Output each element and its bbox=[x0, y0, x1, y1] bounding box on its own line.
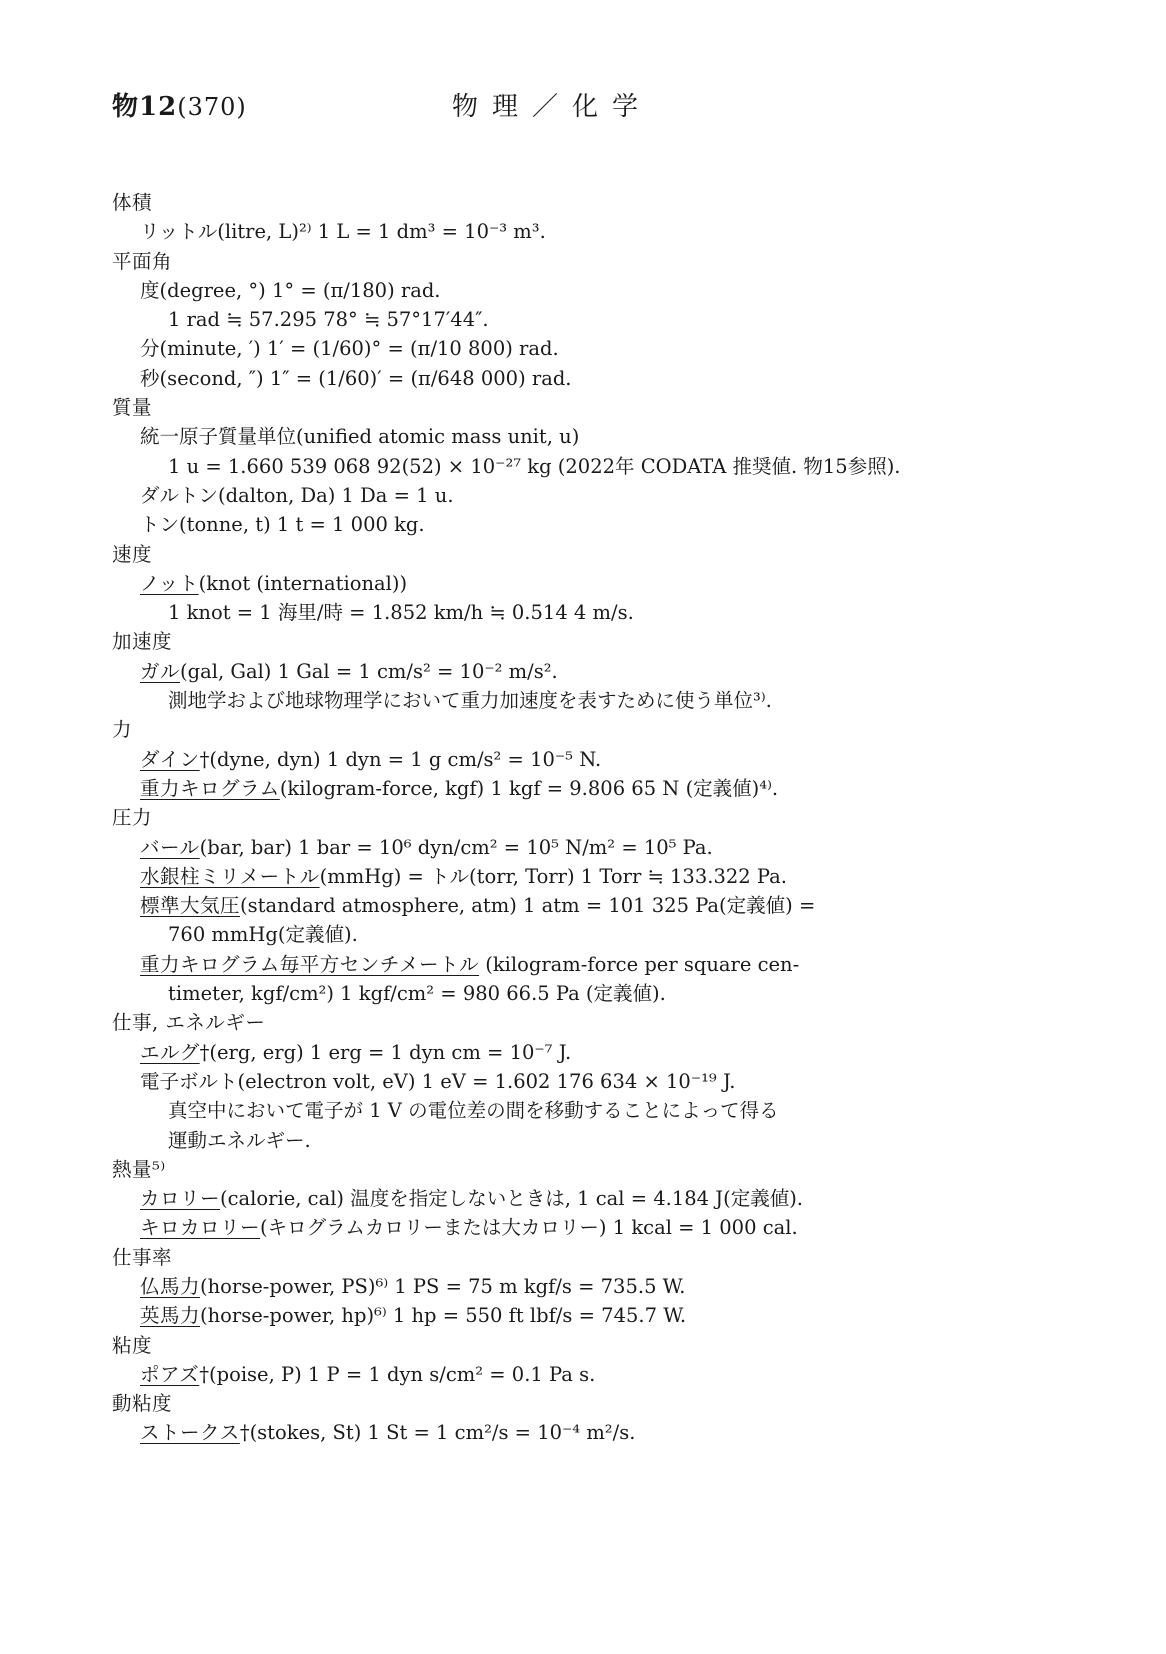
definition-text: 度(degree, °) 1° = (π/180) rad. bbox=[140, 278, 441, 302]
definition-line bbox=[112, 510, 1052, 539]
section-heading bbox=[112, 1008, 1052, 1037]
definition-line bbox=[112, 364, 1052, 393]
definition-text: トン(tonne, t) 1 t = 1 000 kg. bbox=[140, 513, 425, 537]
unit-name: 英馬力 bbox=[140, 1304, 201, 1328]
definition-text: (standard atmosphere, atm) 1 atm = 101 325 Pa(定義値) = bbox=[240, 894, 816, 918]
definition-line bbox=[112, 1360, 1052, 1389]
section-heading-text: 熱量⁵⁾ bbox=[112, 1157, 166, 1181]
definition-text: (キログラムカロリーまたは大カロリー) 1 kcal = 1 000 cal. bbox=[260, 1216, 798, 1240]
section-heading bbox=[112, 715, 1052, 744]
section-heading bbox=[112, 1155, 1052, 1184]
unit-name: 仏馬力 bbox=[140, 1274, 201, 1298]
page-header bbox=[112, 86, 1072, 126]
definition-text: 運動エネルギー. bbox=[168, 1128, 311, 1152]
definition-text: (bar, bar) 1 bar = 10⁶ dyn/cm² = 10⁵ N/m² = 10⁵ Pa. bbox=[199, 835, 713, 859]
definition-line bbox=[112, 1067, 1052, 1096]
unit-name: ダイン bbox=[140, 747, 200, 771]
definition-line bbox=[112, 598, 1052, 627]
unit-name: 標準大気圧 bbox=[140, 894, 241, 918]
page-subject: 物理／化学 bbox=[452, 92, 653, 122]
unit-name: 重力キログラム bbox=[140, 776, 280, 800]
definition-line bbox=[112, 1184, 1052, 1213]
definition-text: 1 knot = 1 海里/時 = 1.852 km/h ≒ 0.514 4 m/s. bbox=[168, 601, 634, 625]
definition-line bbox=[112, 657, 1052, 686]
definition-text: 電子ボルト(electron volt, eV) 1 eV = 1.602 176 634 × 10⁻¹⁹ J. bbox=[140, 1069, 736, 1093]
unit-definitions bbox=[112, 188, 1052, 1448]
definition-text: †(poise, P) 1 P = 1 dyn s/cm² = 0.1 Pa s. bbox=[199, 1362, 596, 1386]
definition-line bbox=[112, 1213, 1052, 1242]
definition-text: (knot (international)) bbox=[198, 571, 408, 595]
definition-text: (horse-power, PS)⁶⁾ 1 PS = 75 m kgf/s = 735.5 W. bbox=[200, 1274, 686, 1298]
definition-line bbox=[112, 745, 1052, 774]
definition-text: リットル(litre, L)²⁾ 1 L = 1 dm³ = 10⁻³ m³. bbox=[140, 220, 546, 244]
section-heading bbox=[112, 803, 1052, 832]
definition-text: (gal, Gal) 1 Gal = 1 cm/s² = 10⁻² m/s². bbox=[180, 659, 558, 683]
definition-line bbox=[112, 1126, 1052, 1155]
unit-name: ストークス bbox=[140, 1421, 240, 1445]
definition-text: 1 u = 1.660 539 068 92(52) × 10⁻²⁷ kg (2022年 CODATA 推奨値. 物15参照). bbox=[168, 454, 901, 478]
definition-text: †(dyne, dyn) 1 dyn = 1 g cm/s² = 10⁻⁵ N. bbox=[199, 747, 602, 771]
definition-line bbox=[112, 774, 1052, 803]
section-heading bbox=[112, 627, 1052, 656]
definition-text: (horse-power, hp)⁶⁾ 1 hp = 550 ft lbf/s = 745.7 W. bbox=[200, 1304, 687, 1328]
definition-text: 測地学および地球物理学において重力加速度を表すために使う単位³⁾. bbox=[168, 689, 772, 713]
unit-name: 水銀柱ミリメートル bbox=[140, 864, 320, 888]
unit-name: ノット bbox=[140, 571, 199, 595]
section-heading-text: 加速度 bbox=[112, 630, 173, 654]
section-heading-text: 質量 bbox=[112, 396, 153, 420]
definition-text: 分(minute, ′) 1′ = (1/60)° = (π/10 800) rad. bbox=[140, 337, 559, 361]
section-heading-text: 体積 bbox=[112, 191, 153, 214]
definition-line bbox=[112, 422, 1052, 451]
section-heading-text: 仕事, エネルギー bbox=[112, 1011, 266, 1035]
section-heading-text: 圧力 bbox=[112, 806, 153, 830]
section-heading-text: 力 bbox=[112, 718, 133, 742]
definition-text: (mmHg) = トル(torr, Torr) 1 Torr ≒ 133.322 Pa. bbox=[319, 864, 787, 888]
unit-name: 重力キログラム毎平方センチメートル bbox=[140, 952, 480, 976]
section-heading bbox=[112, 393, 1052, 422]
definition-line bbox=[112, 217, 1052, 246]
definition-line bbox=[112, 1272, 1052, 1301]
section-heading-text: 仕事率 bbox=[112, 1245, 173, 1269]
definition-text: ダルトン(dalton, Da) 1 Da = 1 u. bbox=[140, 483, 454, 507]
definition-text: 真空中において電子が 1 V の電位差の間を移動することによって得る bbox=[168, 1099, 779, 1123]
definition-line bbox=[112, 452, 1052, 481]
definition-line bbox=[112, 1418, 1052, 1447]
page-number-paren: (370) bbox=[177, 93, 247, 121]
definition-text: (calorie, cal) 温度を指定しないときは, 1 cal = 4.184 J(定義値). bbox=[220, 1187, 804, 1211]
definition-line bbox=[112, 950, 1052, 979]
definition-line bbox=[112, 276, 1052, 305]
section-heading bbox=[112, 1243, 1052, 1272]
page-number bbox=[112, 86, 247, 123]
section-heading bbox=[112, 1331, 1052, 1360]
definition-line bbox=[112, 979, 1052, 1008]
definition-text: †(stokes, St) 1 St = 1 cm²/s = 10⁻⁴ m²/s. bbox=[239, 1421, 636, 1445]
section-heading bbox=[112, 1389, 1052, 1418]
unit-name: ガル bbox=[140, 659, 181, 683]
section-heading bbox=[112, 247, 1052, 276]
unit-name: カロリー bbox=[140, 1187, 221, 1211]
definition-line bbox=[112, 862, 1052, 891]
definition-text: (kilogram-force, kgf) 1 kgf = 9.806 65 N (定義値)⁴⁾. bbox=[279, 776, 779, 800]
section-heading bbox=[112, 188, 1052, 217]
definition-text: 統一原子質量単位(unified atomic mass unit, u) bbox=[140, 425, 580, 449]
section-heading bbox=[112, 540, 1052, 569]
unit-name: バール bbox=[140, 835, 200, 859]
definition-line bbox=[112, 481, 1052, 510]
definition-text: 秒(second, ″) 1″ = (1/60)′ = (π/648 000) rad. bbox=[140, 366, 572, 390]
section-heading-text: 速度 bbox=[112, 542, 153, 566]
unit-name: ポアズ bbox=[140, 1362, 200, 1386]
definition-line bbox=[112, 833, 1052, 862]
unit-name: エルグ bbox=[140, 1040, 200, 1064]
section-heading-text: 動粘度 bbox=[112, 1392, 173, 1416]
definition-line bbox=[112, 1301, 1052, 1330]
definition-text: 760 mmHg(定義値). bbox=[168, 923, 358, 947]
definition-line bbox=[112, 1038, 1052, 1067]
unit-name: キロカロリー bbox=[140, 1216, 261, 1240]
definition-line bbox=[112, 334, 1052, 363]
definition-line bbox=[112, 920, 1052, 949]
definition-line bbox=[112, 891, 1052, 920]
definition-line bbox=[112, 305, 1052, 334]
page-number-kanji: 物 bbox=[112, 92, 140, 122]
section-heading-text: 平面角 bbox=[112, 249, 173, 273]
definition-line bbox=[112, 569, 1052, 598]
page-number-value: 12 bbox=[139, 92, 178, 122]
definition-line bbox=[112, 1096, 1052, 1125]
definition-text: (kilogram-force per square cen- bbox=[479, 952, 800, 976]
definition-text: 1 rad ≒ 57.295 78° ≒ 57°17′44″. bbox=[168, 308, 489, 332]
section-heading-text: 粘度 bbox=[112, 1333, 153, 1357]
definition-text: timeter, kgf/cm²) 1 kgf/cm² = 980 66.5 Pa (定義値). bbox=[168, 982, 666, 1006]
definition-text: †(erg, erg) 1 erg = 1 dyn cm = 10⁻⁷ J. bbox=[199, 1040, 572, 1064]
definition-line bbox=[112, 686, 1052, 715]
